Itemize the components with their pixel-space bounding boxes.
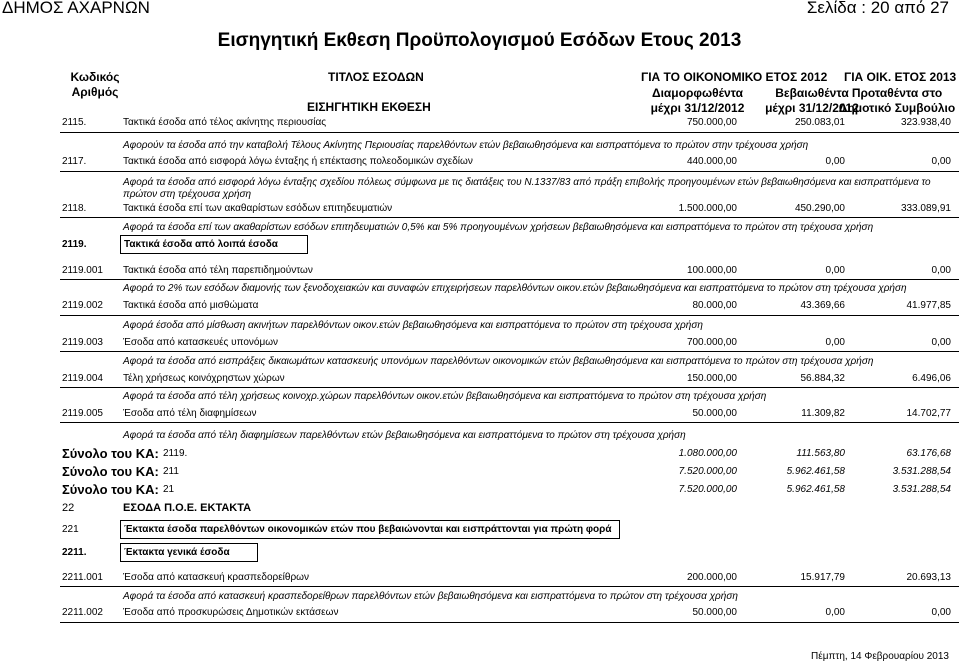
- total-code: 2119.: [163, 448, 188, 459]
- col-report-label: ΕΙΣΗΓΗΤΙΚΗ ΕΚΘΕΣΗ: [307, 100, 431, 114]
- total-formed: 7.520.000,00: [678, 484, 737, 495]
- value-proposed: 41.977,85: [906, 300, 951, 311]
- total-code: 21: [163, 484, 175, 495]
- value-certified: 0,00: [825, 156, 845, 167]
- value-proposed: 0,00: [931, 156, 951, 167]
- row-title: Έσοδα από τέλη διαφημίσεων: [123, 408, 257, 419]
- row-note-cont: πρώτον στη τρέχουσα χρήση: [123, 189, 252, 200]
- page-indicator: Σελίδα : 20 από 27: [806, 0, 949, 17]
- page-title: Εισηγητική Εκθεση Προϋπολογισμού Εσόδων Ετους 2013: [217, 30, 742, 51]
- row-divider: [60, 622, 959, 623]
- total-formed: 1.080.000,00: [678, 448, 737, 459]
- footer-date: Πέμπτη, 14 Φεβρουαρίου 2013: [811, 651, 949, 662]
- value-proposed: 323.938,40: [900, 117, 951, 128]
- row-note: Αφορά τα έσοδα από τέλη χρήσεως κοινοχρ.χώρων παρελθόντων οικον.ετών βεβαιωθησόμενα και εισπραττόμενα το πρώτον στη τρέχουσα χρήση: [123, 391, 767, 402]
- col-fy2013-label: ΓΙΑ ΟΙΚ. ΕΤΟΣ 2013: [844, 70, 957, 84]
- total-code: 211: [163, 466, 179, 477]
- row-title: Έσοδα από κατασκευές υπονόμων: [123, 337, 279, 348]
- value-formed: 200.000,00: [686, 572, 737, 583]
- group-title: Έκτακτα έσοδα παρελθόντων οικονομικών ετών που βεβαιώνονται και εισπράττονται για πρώτη φορά: [124, 524, 612, 535]
- value-formed: 750.000,00: [686, 117, 737, 128]
- value-formed: 150.000,00: [686, 373, 737, 384]
- group-code: 221: [62, 524, 79, 535]
- row-title: Τακτικά έσοδα επί των ακαθαρίστων εσόδων επιτηδευματιών: [123, 203, 393, 214]
- row-code: 2119.001: [62, 265, 103, 276]
- value-proposed: 0,00: [931, 337, 951, 348]
- row-divider: [60, 171, 959, 172]
- col-code-sublabel: Αριθμός: [71, 85, 119, 99]
- value-proposed: 6.496,06: [912, 373, 951, 384]
- total-certified: 5.962.461,58: [786, 484, 845, 495]
- row-note: Αφορά τα έσοδα από εισφορά λόγω ένταξης σχεδίου πόλεως σύμφωνα με τις διατάξεις του Ν.1337/83 από πράξη επιβολής προηγουμένων ετών βεβαιωθησόμενα και εισπραττόμενα το: [123, 177, 931, 188]
- section-title: Τακτικά έσοδα από λοιπά έσοδα: [124, 239, 278, 250]
- row-title: Τακτικά έσοδα από μισθώματα: [123, 300, 259, 311]
- col-fy2012-label: ΓΙΑ ΤΟ ΟΙΚΟΝΟΜΙΚΟ ΕΤΟΣ 2012: [641, 70, 828, 84]
- row-note: Αφορούν τα έσοδα από την καταβολή Τέλους Ακίνητης Περιουσίας παρελθόντων ετών βεβαιωθησόμενα και εισπραττόμενα το πρώτον στην τρέχουσα χρήση: [123, 140, 809, 151]
- col-code-label: Κωδικός: [70, 70, 120, 84]
- row-code: 2119.003: [62, 337, 103, 348]
- value-proposed: 0,00: [931, 265, 951, 276]
- value-formed: 50.000,00: [692, 408, 737, 419]
- col-title-label: ΤΙΤΛΟΣ ΕΣΟΔΩΝ: [328, 70, 424, 84]
- row-divider: [60, 217, 959, 218]
- value-formed: 50.000,00: [692, 607, 737, 618]
- row-divider: [60, 351, 959, 352]
- total-proposed: 63.176,68: [906, 448, 951, 459]
- group-code: 2211.: [62, 547, 87, 558]
- row-note: Αφορά το 2% των εσόδων διαμονής των ξενοδοχειακών και συναφών επιχειρήσεων παρελθόντων οικον.ετών βεβαιωθησόμενα και εισπραττόμενα το πρώτον στη τρέχουσα χρήση: [123, 283, 907, 294]
- value-certified: 15.917,79: [800, 572, 845, 583]
- total-label: Σύνολο του ΚΑ:: [62, 446, 159, 461]
- value-certified: 43.369,66: [800, 300, 845, 311]
- group-title: Έκτακτα γενικά έσοδα: [124, 547, 230, 558]
- row-code: 2119.: [62, 239, 87, 250]
- value-certified: 450.290,00: [794, 203, 845, 214]
- row-note: Αφορά τα έσοδα από τέλη διαφημίσεων παρελθόντων ετών βεβαιωθησόμενα και εισπραττόμενα το πρώτον στη τρέχουσα χρήση: [123, 430, 686, 441]
- row-divider: [60, 422, 959, 423]
- value-formed: 80.000,00: [692, 300, 737, 311]
- col-proposed-sublabel: Δημοτικό Συμβούλιο: [838, 101, 956, 115]
- value-formed: 100.000,00: [686, 265, 737, 276]
- value-certified: 56.884,32: [800, 373, 845, 384]
- row-code: 2118.: [62, 203, 87, 214]
- municipality-name: ΔΗΜΟΣ ΑΧΑΡΝΩΝ: [2, 0, 150, 17]
- group-code: 22: [62, 502, 75, 514]
- value-certified: 0,00: [825, 337, 845, 348]
- row-title: Τακτικά έσοδα από τέλη παρεπιδημούντων: [123, 265, 313, 276]
- col-proposed-label: Προταθέντα στο: [851, 86, 943, 100]
- row-note: Αφορά τα έσοδα επί των ακαθαρίστων εσόδων επιτηδευματιών 0,5% και 5% προηγουμένων χρήσεων βεβαιωθησόμενα και εισπραττόμενα το πρώτον στη τρέχουσα χρήση: [123, 222, 874, 233]
- row-title: Έσοδα από κατασκευή κρασπεδορείθρων: [123, 572, 309, 583]
- group-title: ΕΣΟΔΑ Π.Ο.Ε. ΕΚΤΑΚΤΑ: [123, 502, 252, 514]
- total-certified: 111.563,80: [796, 448, 845, 459]
- total-proposed: 3.531.288,54: [892, 484, 951, 495]
- value-certified: 250.083,01: [794, 117, 845, 128]
- total-formed: 7.520.000,00: [678, 466, 737, 477]
- row-code: 2211.002: [62, 607, 103, 618]
- row-divider: [60, 586, 959, 587]
- row-title: Τακτικά έσοδα από τέλος ακίνητης περιουσίας: [123, 117, 327, 128]
- value-certified: 0,00: [825, 607, 845, 618]
- row-title: Τέλη χρήσεως κοινόχρηστων χώρων: [123, 373, 285, 384]
- value-formed: 1.500.000,00: [678, 203, 737, 214]
- col-formed-sublabel: μέχρι 31/12/2012: [650, 101, 745, 115]
- value-formed: 440.000,00: [686, 156, 737, 167]
- row-divider: [60, 315, 959, 316]
- row-note: Αφορά τα έσοδα από κατασκευή κρασπεδορείθρων παρελθόντων ετών βεβαιωθησόμενα και εισπραττόμενα το πρώτον στη τρέχουσα χρήση: [123, 591, 738, 602]
- row-code: 2211.001: [62, 572, 103, 583]
- row-note: Αφορά έσοδα από μίσθωση ακινήτων παρελθόντων οικον.ετών βεβαιωθησόμενα και εισπραττόμενα το πρώτον στη τρέχουσα χρήση: [123, 320, 703, 331]
- row-divider: [60, 132, 959, 133]
- total-proposed: 3.531.288,54: [892, 466, 951, 477]
- row-code: 2119.004: [62, 373, 103, 384]
- row-code: 2115.: [62, 117, 87, 128]
- row-note: Αφορά τα έσοδα από εισπράξεις δικαιωμάτων κατασκευής υπονόμων παρελθόντων οικονομικών ετών βεβαιωθησόμενα και εισπραττόμενα το πρώτον στη τρέχουσα χρήση: [123, 356, 874, 367]
- row-code: 2117.: [62, 156, 87, 167]
- value-proposed: 333.089,91: [900, 203, 951, 214]
- value-proposed: 14.702,77: [906, 408, 951, 419]
- value-proposed: 20.693,13: [906, 572, 951, 583]
- value-certified: 11.309,82: [801, 408, 845, 419]
- row-divider: [60, 279, 959, 280]
- row-title: Έσοδα από προσκυρώσεις Δημοτικών εκτάσεων: [123, 607, 339, 618]
- row-title: Τακτικά έσοδα από εισφορά λόγω ένταξης ή επέκτασης πολεοδομικών σχεδίων: [123, 156, 473, 167]
- value-proposed: 0,00: [931, 607, 951, 618]
- col-formed-label: Διαμορφωθέντα: [651, 86, 744, 100]
- col-certified-label: Βεβαιωθέντα: [775, 86, 849, 100]
- total-label: Σύνολο του ΚΑ:: [62, 464, 159, 479]
- col-certified-sublabel: μέχρι 31/12/2012: [765, 101, 859, 115]
- total-label: Σύνολο του ΚΑ:: [62, 482, 159, 497]
- row-code: 2119.002: [62, 300, 103, 311]
- row-divider: [60, 387, 959, 388]
- row-code: 2119.005: [62, 408, 103, 419]
- total-certified: 5.962.461,58: [786, 466, 845, 477]
- value-certified: 0,00: [825, 265, 845, 276]
- value-formed: 700.000,00: [686, 337, 737, 348]
